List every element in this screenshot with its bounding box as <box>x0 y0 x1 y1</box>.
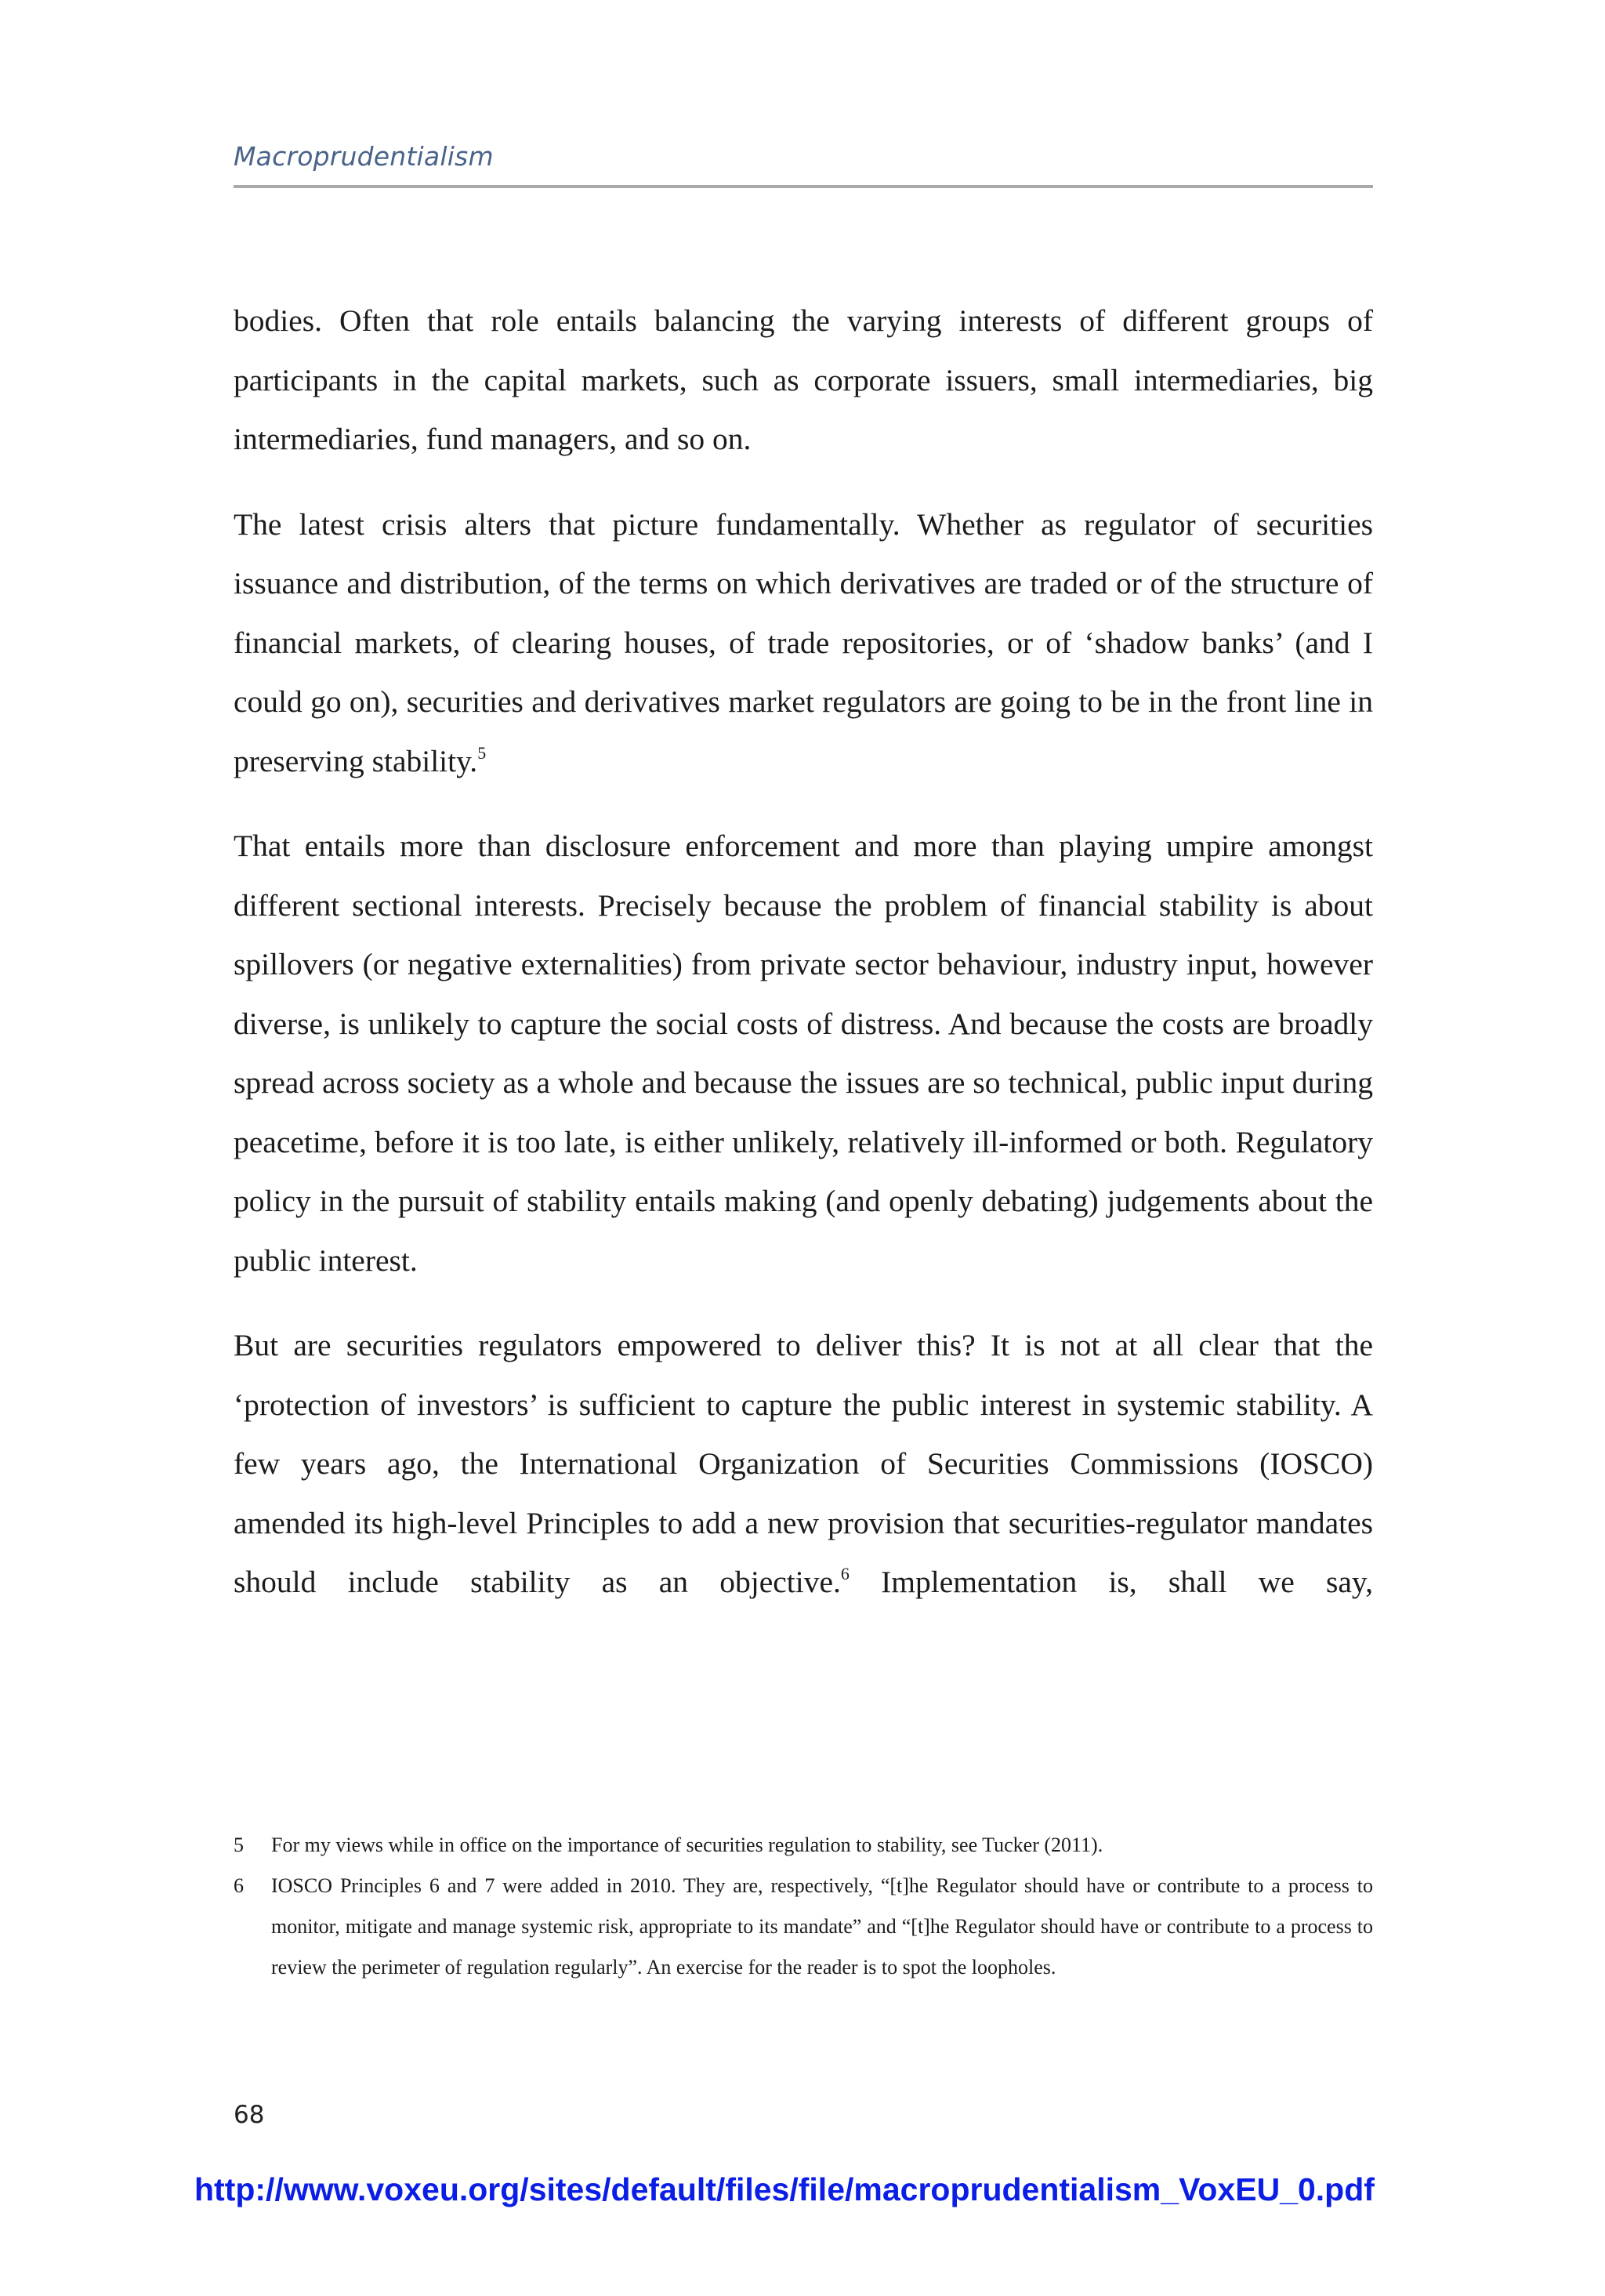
footnote-number: 5 <box>234 1834 244 1856</box>
footnote-6 <box>234 1866 1373 1988</box>
paragraph-1 <box>234 292 1373 470</box>
paragraph-1-text: bodies. Often that role entails balancing the varying interests of different groups of participants in the capital markets, such as corporate issuers, small intermediaries, big intermediaries, fund managers, and so on. <box>234 303 1373 456</box>
running-head-title: Macroprudentialism <box>234 141 494 172</box>
footnotes <box>234 1825 1373 1988</box>
footnote-ref-5[interactable]: 5 <box>477 742 487 763</box>
footnote-text: For my views while in office on the importance of securities regulation to stability, see Tucker (2011). <box>271 1834 1103 1856</box>
footnote-text: IOSCO Principles 6 and 7 were added in 2010. They are, respectively, “[t]he Regulator should have or contribute to a process to monitor, mitigate and manage systemic risk, appropriate to its mandate” and “[t]he Regulator should have or contribute to a process to review the perimeter of regulation regularly”. An exercise for the reader is to spot the loopholes. <box>271 1874 1373 1979</box>
paragraph-2 <box>234 495 1373 792</box>
paragraph-2-text: The latest crisis alters that picture fundamentally. Whether as regulator of securities issuance and distribution, of the terms on which derivatives are traded or of the structure of financial markets, of clearing houses, of trade repositories, or of ‘shadow banks’ (and I could go on), securities and derivatives market regulators are going to be in the front line in preserving stability. <box>234 506 1373 778</box>
source-url-link[interactable]: http://www.voxeu.org/sites/default/files/file/macroprudentialism_VoxEU_0.pdf <box>194 2171 1375 2207</box>
footnote-ref-6[interactable]: 6 <box>840 1564 850 1583</box>
body-text <box>234 292 1373 1638</box>
paragraph-4-text: But are securities regulators empowered to deliver this? It is not at all clear that the ‘protection of investors’ is sufficient to capture the public interest in systemic stability. A few years ago, the International Organization of Securities Commissions (IOSCO) amended its high-level Principles to add a new provision that securities-regulator mandates should include stability as an objective. <box>234 1328 1373 1599</box>
page-number: 68 <box>234 2101 265 2129</box>
paragraph-3-text: That entails more than disclosure enforcement and more than playing umpire amongst different sectional interests. Precisely because the problem of financial stability is about spillovers (or negative externalities) from private sector behaviour, industry input, however diverse, is unlikely to capture the social costs of distress. And because the costs are broadly spread across society as a whole and because the issues are so technical, public input during peacetime, before it is too late, is either unlikely, relatively ill-informed or both. Regulatory policy in the pursuit of stability entails making (and openly debating) judgements about the public interest. <box>234 829 1373 1278</box>
paragraph-3 <box>234 817 1373 1290</box>
footnote-number: 6 <box>234 1874 244 1897</box>
footnote-5 <box>234 1825 1373 1866</box>
paragraph-4-text-continued: Implementation is, shall we say, <box>849 1565 1373 1599</box>
paragraph-4 <box>234 1316 1373 1612</box>
header-rule <box>234 185 1373 188</box>
